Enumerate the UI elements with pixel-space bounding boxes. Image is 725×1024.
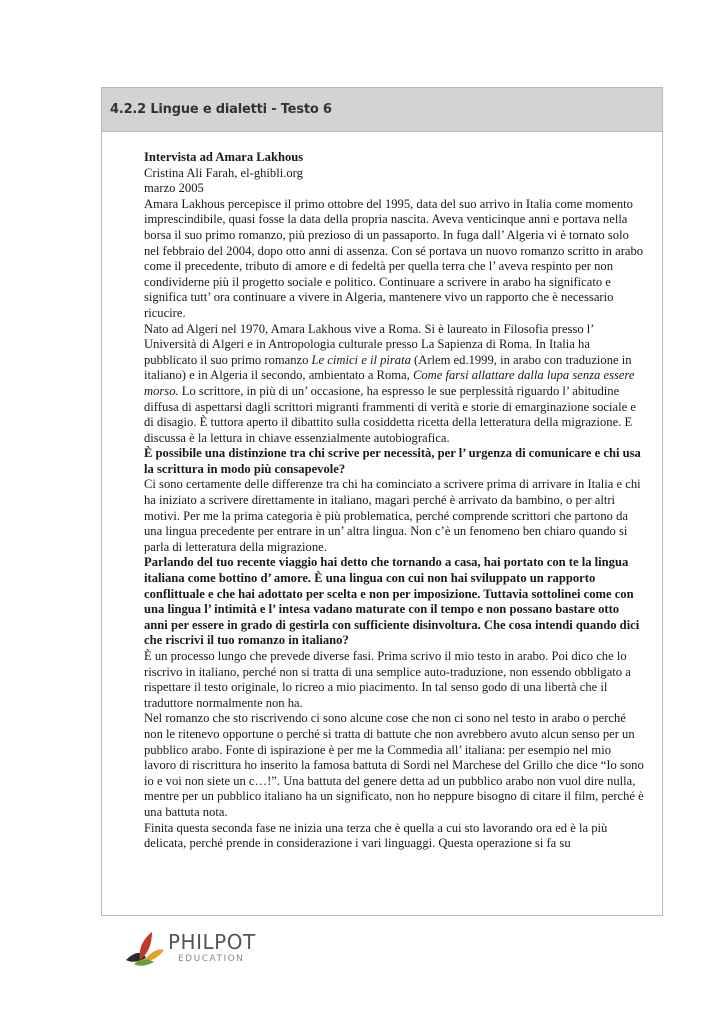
answer-1: Ci sono certamente delle differenze tra chi ha cominciato a scrivere prima di arrivare in Italia e chi ha iniziato a scrivere direttamente in italiano, magari perché è arrivato da bambino, o per altri motivi. Per me la prima categoria è più problematica, perché comprende scrittori che partono da una lingua precedente per entrare in un’ altra lingua. Non c’è un fenomeno ben chiaro quando si parla di letteratura della migrazione. — [144, 477, 641, 554]
intro-paragraph-2 — [144, 322, 646, 447]
philpot-logo — [120, 930, 256, 970]
intro-text-a: Nato ad Algeri nel 1970, Amara Lakhous vive a Roma. Si è laureato in Filosofia presso l’ Università di Algeri e in Antropologia culturale presso La Sapienza di Roma. In Italia ha pubblicato il suo primo romanzo — [144, 321, 594, 367]
logo-wordmark: PHILPOT — [168, 930, 256, 954]
document-body — [102, 132, 662, 852]
interview-author: Cristina Ali Farah, el-ghibli.org — [144, 165, 303, 180]
intro-text-b: (Arlem ed.1999, in arabo con traduzione in italiano) e in Algeria il secondo, ambientato a Roma, — [144, 352, 632, 383]
leaf-logo-icon — [120, 930, 168, 970]
answer-2-part-1: È un processo lungo che prevede diverse fasi. Prima scrivo il mio testo in arabo. Poi dico che lo riscrivo in italiano, perché non si tratta di una semplice auto-traduzione, non essendo obbligato a rispettare il testo originale, lo ricreo a mio piacimento. In tal senso godo di una libertà che il traduttore normalmente non ha. — [144, 649, 631, 710]
book-title-2: Come farsi allattare dalla lupa senza essere morso. — [144, 368, 635, 398]
section-header — [102, 88, 662, 132]
interview-date: marzo 2005 — [144, 181, 204, 196]
intro-paragraph-1: Amara Lakhous percepisce il primo ottobre del 1995, data del suo arrivo in Italia come momento imprescindibile, quasi fosse la data della propria nascita. Aveva venticinque anni e portava nella borsa il suo primo romanzo, più prezioso di un passaporto. In fuga dall’ Algeria vi è tornato solo nel febbraio del 2004, dopo otto anni di assenza. Con sé portava un nuovo romanzo scritto in arabo come il precedente, tributo di amore e di fedeltà per quella terra che l’ aveva respinto per non condividerne più il progetto sociale e politico. Continuare a scrivere in arabo ha significato e significa tutt’ ora continuare a vivere in Algeria, mantenere vivo un rapporto che è necessario ricucire. — [144, 196, 644, 320]
book-title-1: Le cimici e il pirata — [311, 352, 411, 367]
logo-subtitle: EDUCATION — [178, 954, 245, 964]
question-1: È possibile una distinzione tra chi scrive per necessità, per l’ urgenza di comunicare e chi usa la scrittura in modo più consapevole? — [144, 446, 641, 476]
document-frame — [101, 87, 663, 916]
section-title: 4.2.2 Lingue e dialetti - Testo 6 — [110, 102, 332, 117]
answer-2-part-3: Finita questa seconda fase ne inizia una terza che è quella a cui sto lavorando ora ed è la più delicata, perché prende in considerazione i vari linguaggi. Questa operazione si fa su — [144, 820, 608, 851]
answer-2-part-2: Nel romanzo che sto riscrivendo ci sono alcune cose che non ci sono nel testo in arabo o perché non le ritenevo opportune o perché si tratta di battute che non avrebbero avuto alcun senso per un pubblico arabo. Fonte di ispirazione è per me la Commedia all’ italiana: per esempio nel mio lavoro di riscrittura ho inserito la famosa battuta di Sordi nel Marchese del Grillo che dice “Io sono io e voi non siete un c…!”. Una battuta del genere detta ad un pubblico arabo non vuol dire nulla, mentre per un pubblico italiano ha un significato, non ho neppure bisogno di citare il film, perché è una battuta nota. — [144, 711, 644, 819]
intro-text-c: Lo scrittore, in più di un’ occasione, ha espresso le sue perplessità riguardo l’ abitudine diffusa di aspettarsi dagli scrittori migranti frammenti di verità e storie di emarginazione sociale e di disagio. È tuttora aperto il dibattito sulla cosiddetta ricetta della letteratura della migrazione. E discussa è la lettura in chiave essenzialmente autobiografica. — [144, 383, 636, 445]
interview-title: Intervista ad Amara Lakhous — [144, 150, 304, 164]
question-2: Parlando del tuo recente viaggio hai detto che tornando a casa, hai portato con te la lingua italiana come bottino d’ amore. È una lingua con cui non hai sviluppato un rapporto conflittuale e che hai adottato per scelta e non per imposizione. Tuttavia sottolinei come con una lingua l’ intimità e l’ intesa vadano maturate con il tempo e non possano bastare otto anni per essere in grado di gestirla con sufficiente disinvoltura. Che cosa intendi quando dici che riscrivi il tuo romanzo in italiano? — [144, 555, 640, 648]
